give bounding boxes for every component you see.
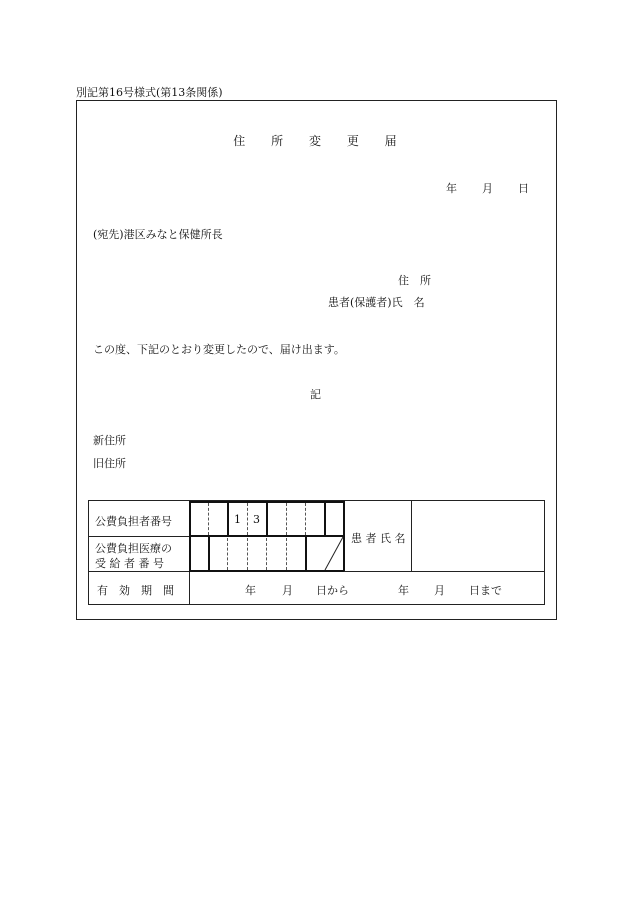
recipient-number-label-1: 公費負担医療の: [95, 542, 172, 555]
date-year: 年: [446, 182, 457, 195]
title-char: 所: [271, 134, 284, 148]
validity-to-year: 年: [398, 584, 409, 597]
date-day: 日: [518, 182, 529, 195]
info-table: [88, 500, 545, 605]
title-char: 住: [233, 134, 246, 148]
title-char: 変: [308, 134, 321, 148]
payer-digit: 3: [253, 513, 260, 526]
title-char: 届: [384, 134, 397, 148]
recipient-number-label-2: 受 給 者 番 号: [95, 557, 164, 570]
check-digit-diagonal: [324, 536, 344, 571]
validity-from-month: 月: [282, 584, 293, 597]
old-address-label: 旧住所: [93, 457, 126, 470]
payer-number-label: 公費負担者番号: [95, 515, 172, 528]
form-title: [0, 132, 630, 149]
ki-heading: 記: [310, 388, 321, 401]
form-number: 別記第16号様式(第13条関係): [76, 86, 223, 99]
patient-name-label: 患 者 氏 名: [351, 532, 406, 545]
validity-label: 有 効 期 間: [97, 584, 174, 597]
statement: この度、下記のとおり変更したので、届け出ます。: [93, 343, 345, 356]
address-label: 住 所: [398, 274, 431, 287]
recipient: (宛先)港区みなと保健所長: [93, 228, 223, 241]
title-char: 更: [346, 134, 359, 148]
validity-to-month: 月: [434, 584, 445, 597]
new-address-label: 新住所: [93, 434, 126, 447]
patient-guardian-name-label: 患者(保護者)氏 名: [328, 296, 425, 309]
date-month: 月: [482, 182, 493, 195]
payer-digit: 1: [234, 513, 241, 526]
validity-from-year: 年: [245, 584, 256, 597]
validity-to-day: 日まで: [469, 584, 502, 597]
validity-from-day: 日から: [316, 584, 349, 597]
